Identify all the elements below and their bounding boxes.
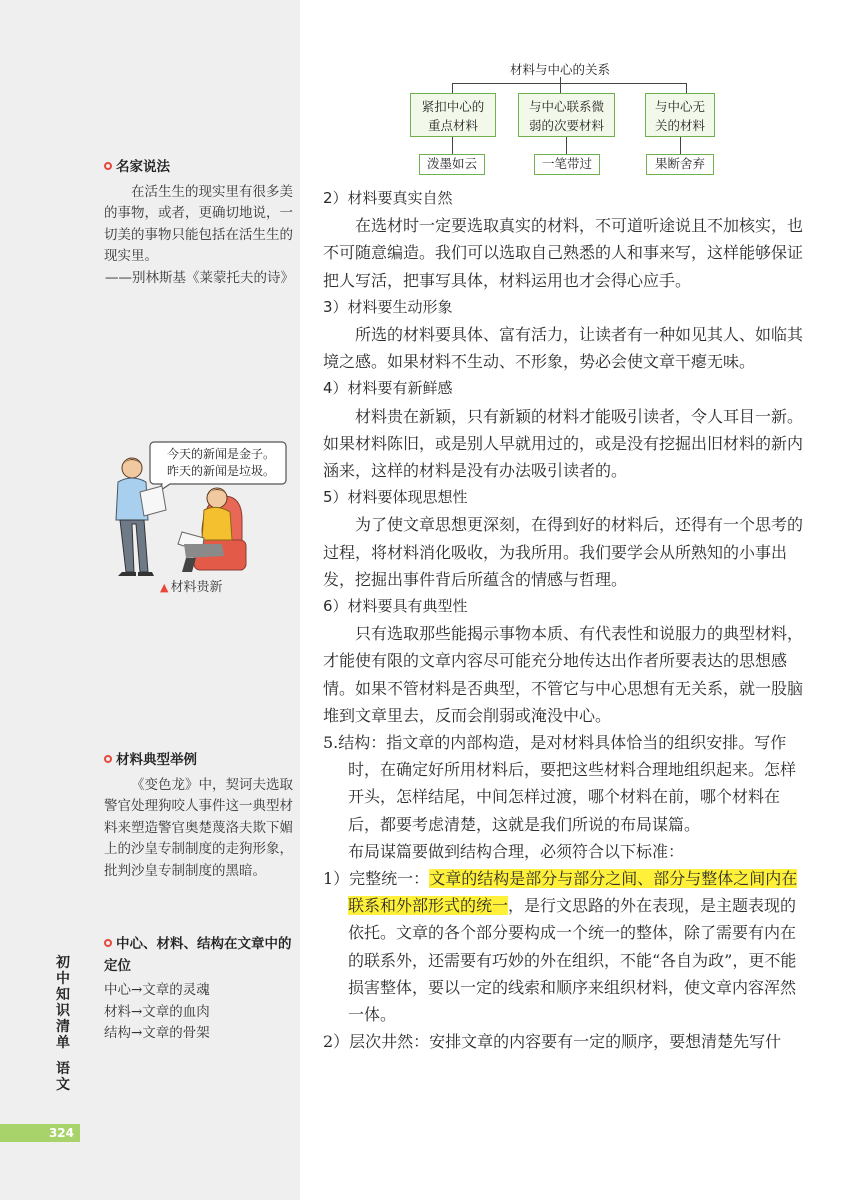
item-number: 5. bbox=[323, 733, 339, 753]
section-title: 3）材料要生动形象 bbox=[323, 297, 453, 316]
bullet-icon bbox=[104, 939, 112, 947]
structure-text: 结构：指文章的内部构造，是对材料具体恰当的组织安排。写作时，在确定好所用材料后，要把这些材料合理地组织起来。怎样开头，怎样结尾，中间怎样过渡，哪个材料在前，哪个材料在后，都要考虑清楚，这就是我们所说的布局谋篇。 bbox=[338, 733, 797, 834]
criterion-order: 2）层次井然：安排文章的内容要有一定的顺序，要想清楚先写什 bbox=[323, 1032, 782, 1052]
diagram-label-discard: 果断舍弃 bbox=[646, 154, 714, 175]
triangle-icon: ▲ bbox=[160, 581, 169, 594]
criterion-text: ，是行文思路的外在表现，是主题表现的依托。文章的各个部分要构成一个统一的整体，除了需要有内在的联系外，还需要有巧妙的外在组织，不能“各自为政”，更不能损害整体，要以一定的线索和顺序来组织材料，使文章内容浑然一体。 bbox=[348, 896, 797, 1025]
speech-line: 今天的新闻是金子。 bbox=[166, 447, 275, 461]
sidebar-heading bbox=[104, 934, 294, 977]
quote-source: ——别林斯基《莱蒙托夫的诗》 bbox=[105, 269, 294, 286]
diagram-connector bbox=[560, 83, 561, 93]
paragraph: 只有选取那些能揭示事物本质、有代表性和说服力的典型材料，才能使有限的文章内容尽可能充分地传达出作者所要表达的思想感情。如果不管材料是否典型，不管它与中心思想有无关系，就一股脑堆到文章里去，反而会削弱或淹没中心。 bbox=[323, 624, 804, 725]
highlighted-text: 文章的结构是部分与部分之间、部分与整体之间内在联系和外部形式的统一 bbox=[348, 869, 798, 916]
diagram-connector bbox=[686, 83, 687, 93]
position-item: 结构→文章的骨架 bbox=[104, 1025, 210, 1041]
diagram-node-secondary bbox=[518, 93, 615, 137]
book-subject: 语文 bbox=[56, 1061, 70, 1093]
diagram-node-line: 重点材料 bbox=[427, 118, 478, 133]
structure-paragraph bbox=[323, 729, 806, 838]
sidebar-example bbox=[104, 750, 294, 882]
main-content bbox=[323, 185, 806, 1056]
speech-bubble bbox=[158, 446, 284, 480]
sidebar-heading bbox=[104, 750, 294, 772]
section-title: 5）材料要体现思想性 bbox=[323, 488, 468, 507]
diagram-node-line: 与中心无 bbox=[654, 99, 705, 114]
diagram-connector bbox=[680, 137, 681, 154]
diagram-title: 材料与中心的关系 bbox=[509, 62, 610, 77]
criterion-label: 1）完整统一： bbox=[323, 869, 430, 889]
paragraph: 所选的材料要具体、富有活力，让读者有一种如见其人、如临其境之感。如果材料不生动、不形象，势必会使文章干瘪无味。 bbox=[323, 325, 804, 372]
diagram-connector bbox=[452, 137, 453, 154]
bullet-icon bbox=[104, 162, 112, 170]
diagram-label-brief: 一笔带过 bbox=[534, 154, 600, 175]
speech-line: 昨天的新闻是垃圾。 bbox=[166, 464, 275, 478]
diagram-node-line: 关的材料 bbox=[654, 118, 705, 133]
caption-text: 材料贵新 bbox=[170, 580, 223, 595]
section-title: 2）材料要真实自然 bbox=[323, 189, 453, 207]
diagram-node-key bbox=[410, 93, 496, 137]
page-number: 324 bbox=[0, 1124, 80, 1142]
position-item: 材料→文章的血肉 bbox=[104, 1003, 210, 1020]
illustration-caption bbox=[160, 576, 222, 595]
diagram-node-line: 与中心联系微 bbox=[528, 99, 604, 114]
diagram-connector bbox=[452, 83, 453, 93]
position-item: 中心→文章的灵魂 bbox=[104, 982, 210, 998]
book-title: 初中知识清单 bbox=[56, 955, 70, 1051]
relation-diagram bbox=[405, 60, 715, 180]
section-title: 4）材料要有新鲜感 bbox=[323, 379, 453, 398]
paragraph: 为了使文章思想更深刻，在得到好的材料后，还得有一个思考的过程，将材料消化吸收，为我所用。我们要学会从所熟知的小事出发，挖掘出事件背后所蕴含的情感与哲理。 bbox=[323, 515, 804, 589]
diagram-node-line: 弱的次要材料 bbox=[528, 118, 604, 133]
heading-text: 名家说法 bbox=[116, 159, 170, 175]
sidebar-heading bbox=[104, 157, 294, 179]
diagram-connector bbox=[452, 83, 686, 84]
example-text: 《变色龙》中，契诃夫选取警官处理狗咬人事件这一典型材料来塑造警官奥楚蔑洛夫欺下媚上的沙皇专制制度的走狗形象，批判沙皇专制制度的黑暗。 bbox=[104, 776, 293, 879]
sidebar-position bbox=[104, 934, 294, 1045]
sidebar-quote bbox=[104, 157, 294, 289]
bullet-icon bbox=[104, 755, 112, 763]
quote-text: 在活生生的现实里有很多美的事物，或者，更确切地说，一切美的事物只能包括在活生生的现实里。 bbox=[104, 183, 293, 264]
heading-text: 中心、材料、结构在文章中的定位 bbox=[104, 936, 292, 974]
diagram-node-irrelevant bbox=[645, 93, 715, 137]
section-title: 6）材料要具有典型性 bbox=[323, 597, 468, 616]
diagram-connector bbox=[566, 137, 567, 154]
paragraph: 材料贵在新颖，只有新颖的材料才能吸引读者，令人耳目一新。如果材料陈旧，或是别人早就用过的，或是没有挖掘出旧材料的新内涵来，这样的材料是没有办法吸引读者的。 bbox=[323, 406, 804, 481]
diagram-label-splash: 泼墨如云 bbox=[419, 154, 485, 175]
heading-text: 材料典型举例 bbox=[116, 752, 197, 768]
paragraph: 在选材时一定要选取真实的材料，不可道听途说且不加核实，也不可随意编造。我们可以选取自己熟悉的人和事来写，这样能够保证把人写活，把事写具体，材料运用也才会得心应手。 bbox=[323, 216, 804, 290]
layout-intro: 布局谋篇要做到结构合理，必须符合以下标准： bbox=[348, 841, 685, 861]
criterion-complete bbox=[323, 865, 806, 1028]
illustration-news bbox=[112, 440, 287, 580]
book-title-vertical bbox=[52, 955, 74, 1093]
diagram-node-line: 紧扣中心的 bbox=[421, 99, 485, 114]
